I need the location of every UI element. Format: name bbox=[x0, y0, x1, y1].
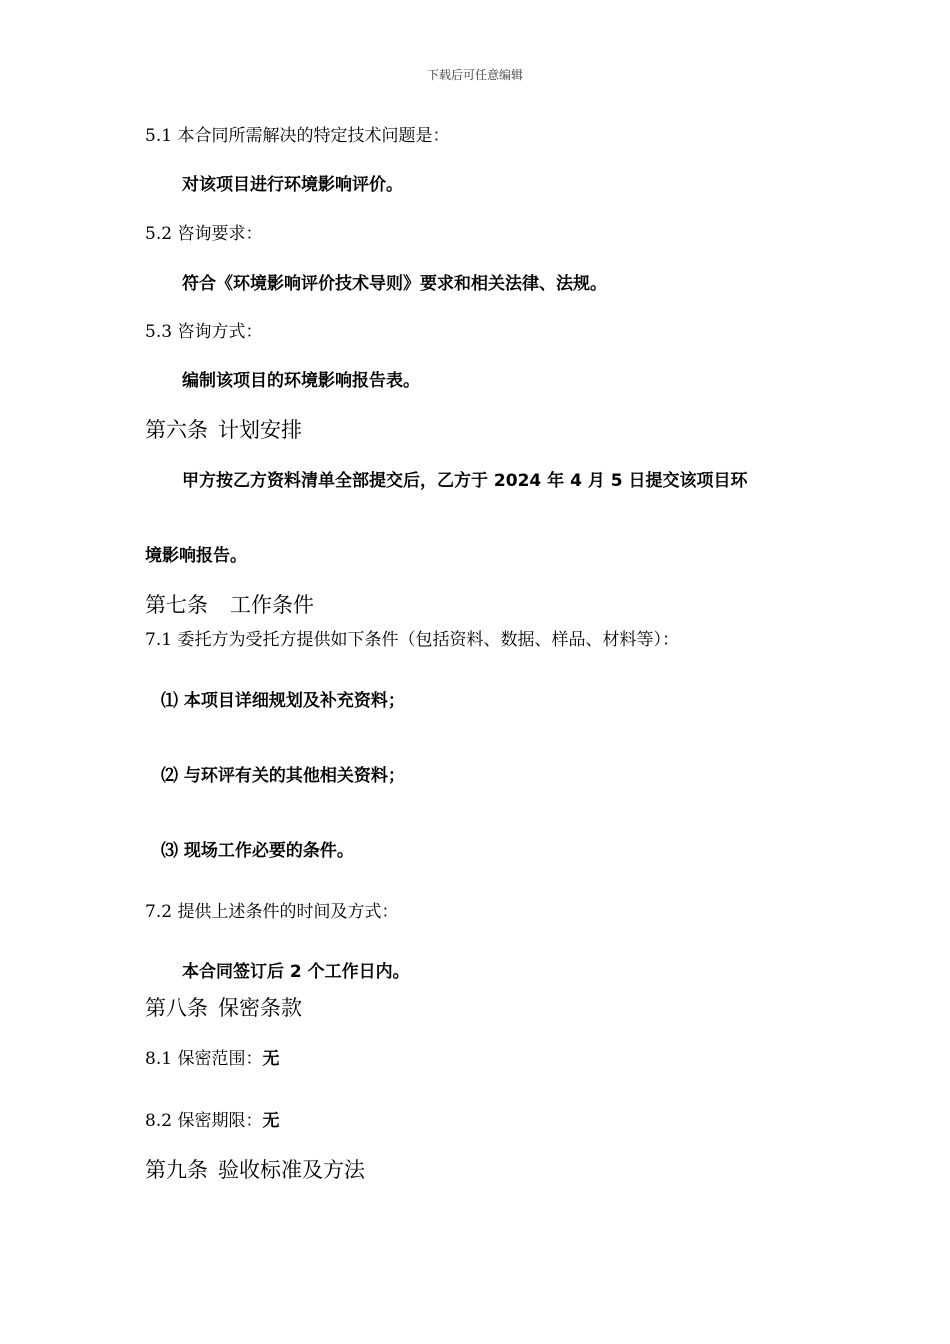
article-7-heading bbox=[145, 591, 314, 619]
clause-7-1-item-1: ⑴ 本项目详细规划及补充资料； bbox=[161, 691, 405, 711]
clause-5-2-answer: 符合《环境影响评价技术导则》要求和相关法律、法规。 bbox=[182, 274, 607, 294]
page-header: 下载后可任意编辑 bbox=[426, 68, 523, 82]
clause-7-1-label: 7.1 委托方为受托方提供如下条件（包括资料、数据、样品、材料等）： bbox=[145, 630, 679, 650]
article-6-number: 第六条 bbox=[145, 418, 208, 442]
clause-8-2-label: 8.2 保密期限： bbox=[145, 1111, 263, 1131]
article-6-text-line-2: 境影响报告。 bbox=[145, 546, 247, 566]
article-8-heading bbox=[145, 994, 302, 1022]
clause-5-1-answer: 对该项目进行环境影响评价。 bbox=[182, 175, 403, 195]
article-7-number: 第七条 bbox=[145, 593, 208, 617]
clause-5-3-answer: 编制该项目的环境影响报告表。 bbox=[182, 371, 420, 391]
clause-5-1-label: 5.1 本合同所需解决的特定技术问题是： bbox=[145, 126, 450, 146]
article-7-title: 工作条件 bbox=[230, 593, 314, 617]
article-9-title: 验收标准及方法 bbox=[218, 1158, 365, 1182]
clause-7-2-label: 7.2 提供上述条件的时间及方式： bbox=[145, 902, 399, 922]
clause-8-2-value: 无 bbox=[262, 1111, 280, 1131]
article-6-heading bbox=[145, 416, 302, 444]
article-6-title: 计划安排 bbox=[218, 418, 302, 442]
clause-7-1-item-2: ⑵ 与环评有关的其他相关资料； bbox=[161, 766, 405, 786]
article-9-number: 第九条 bbox=[145, 1158, 208, 1182]
clause-5-3-label: 5.3 咨询方式： bbox=[145, 322, 263, 342]
article-6-text-line-1: 甲方按乙方资料清单全部提交后，乙方于 2024 年 4 月 5 日提交该项目环 bbox=[182, 471, 748, 491]
clause-8-1 bbox=[145, 1047, 279, 1071]
clause-8-1-value: 无 bbox=[262, 1049, 280, 1069]
clause-8-2 bbox=[145, 1109, 279, 1133]
clause-7-2-answer: 本合同签订后 2 个工作日内。 bbox=[182, 962, 410, 982]
clause-7-1-item-3: ⑶ 现场工作必要的条件。 bbox=[161, 841, 354, 861]
article-8-title: 保密条款 bbox=[218, 996, 302, 1020]
clause-5-2-label: 5.2 咨询要求： bbox=[145, 224, 263, 244]
clause-8-1-label: 8.1 保密范围： bbox=[145, 1049, 263, 1069]
article-8-number: 第八条 bbox=[145, 996, 208, 1020]
article-9-heading bbox=[145, 1156, 365, 1184]
